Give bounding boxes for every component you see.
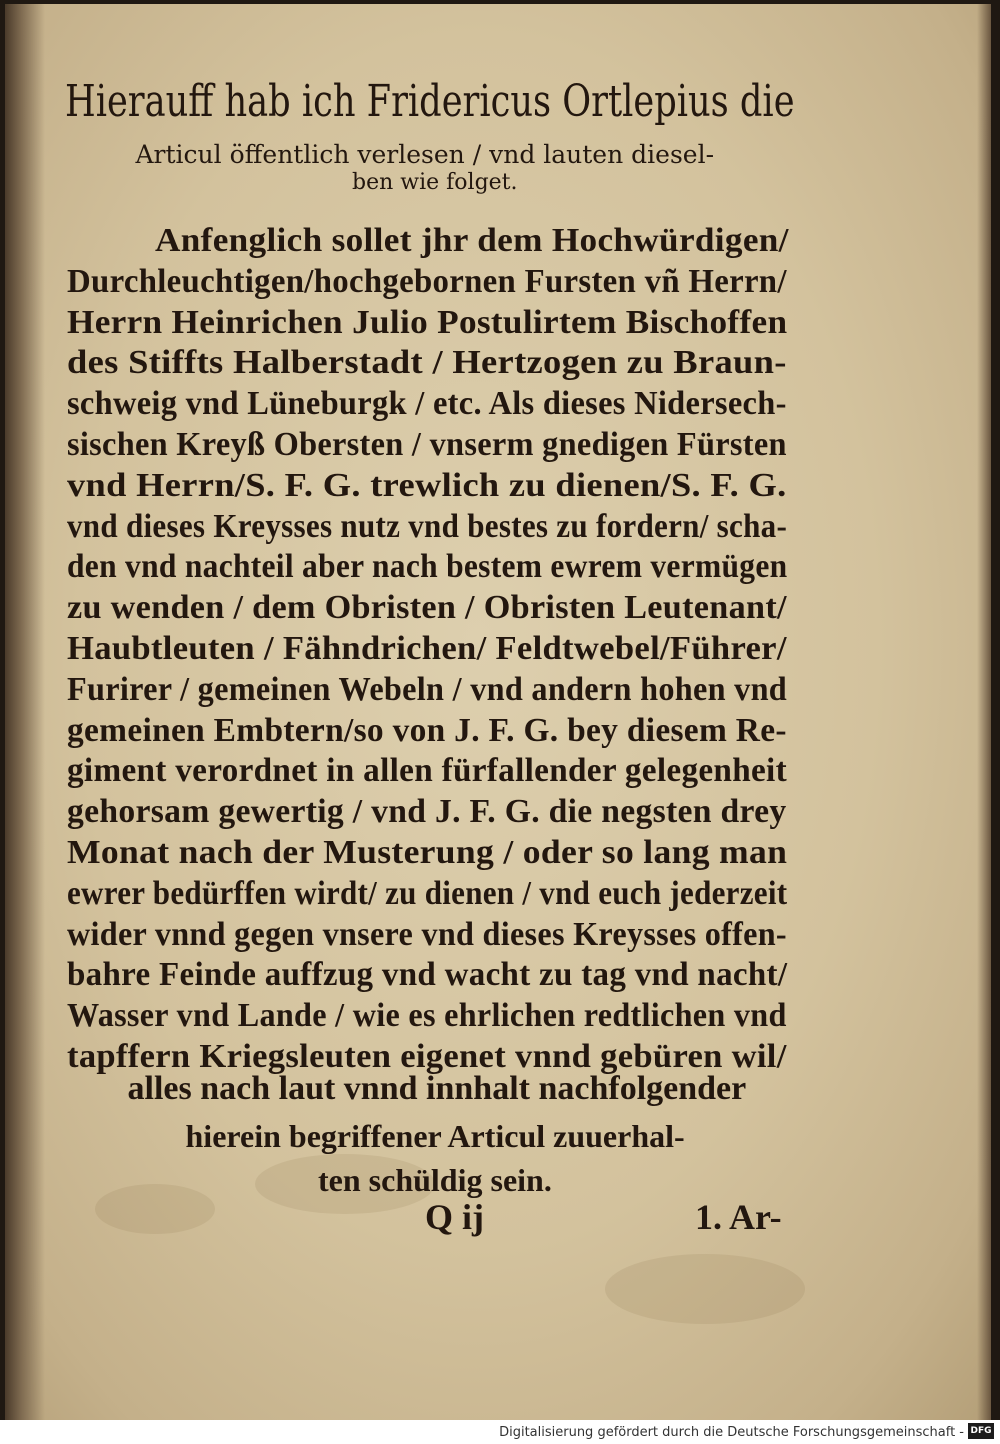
- body-line: tapffern Kriegsleuten eigenet vnnd gebüren wil/: [67, 1038, 787, 1075]
- body-line: ewrer bedürffen wirdt/ zu dienen / vnd euch jederzeit: [67, 874, 788, 912]
- body-line: des Stiffts Halberstadt / Hertzogen zu Braun-: [67, 344, 787, 382]
- dfg-logo: DFG: [968, 1423, 994, 1439]
- heading-line-1: Hierauff hab ich Fridericus Ortlepius die: [65, 76, 795, 127]
- body-line: Furirer / gemeinen Webeln / vnd andern hohen vnd: [67, 670, 788, 708]
- body-line: Wasser vnd Lande / wie es ehrlichen redtlichen vnd: [67, 997, 787, 1035]
- footer-credit: Digitalisierung gefördert durch die Deutsche Forschungsgemeinschaft -: [499, 1425, 964, 1440]
- paper-stain: [95, 1184, 215, 1234]
- paper-stain: [605, 1254, 805, 1324]
- body-line: vnd dieses Kreysses nutz vnd bestes zu fordern/ scha-: [67, 507, 788, 545]
- body-line: zu wenden / dem Obristen / Obristen Leutenant/: [67, 589, 787, 627]
- signature-mark: Q ij: [425, 1197, 484, 1237]
- body-line: bahre Feinde auffzug vnd wacht zu tag vnd nacht/: [67, 956, 788, 994]
- body-line: schweig vnd Lüneburgk / etc. Als dieses Nidersech-: [67, 385, 787, 423]
- footer-bar: [0, 1420, 1000, 1444]
- body-line: Durchleuchtigen/hochgebornen Fursten vñ Herrn/: [67, 262, 787, 300]
- body-line: Herrn Heinrichen Julio Postulirtem Bischoffen: [67, 303, 788, 341]
- catchword: 1. Ar-: [695, 1197, 782, 1237]
- heading-line-2: Articul öffentlich verlesen / vnd lauten diesel-: [135, 140, 715, 169]
- closing-line-1: alles nach laut vnnd innhalt nachfolgender: [127, 1070, 747, 1107]
- body-line: vnd Herrn/S. F. G. trewlich zu dienen/S. F. G.: [67, 466, 787, 504]
- body-line: gehorsam gewertig / vnd J. F. G. die negsten drey: [67, 793, 787, 831]
- book-page: [5, 4, 991, 1420]
- body-line: giment verordnet in allen fürfallender gelegenheit: [67, 752, 787, 790]
- body-line: den vnd nachteil aber nach bestem ewrem vermügen: [67, 548, 788, 586]
- body-line: wider vnnd gegen vnsere vnd dieses Kreysses offen-: [67, 915, 787, 953]
- heading-line-3: ben wie folget.: [352, 170, 518, 195]
- page-spine-shadow: [5, 4, 45, 1420]
- body-line: Monat nach der Musterung / oder so lang man: [67, 834, 788, 871]
- body-line: Anfenglich sollet jhr dem Hochwürdigen/: [155, 222, 789, 259]
- closing-line-3: ten schüldig sein.: [318, 1162, 552, 1198]
- body-line: gemeinen Embtern/so von J. F. G. bey diesem Re-: [67, 711, 787, 749]
- body-line: sischen Kreyß Obersten / vnserm gnedigen Fürsten: [67, 426, 787, 463]
- page-edge-shadow: [977, 4, 991, 1420]
- closing-line-2: hierein begriffener Articul zuuerhal-: [185, 1118, 685, 1154]
- body-line: Haubtleuten / Fähndrichen/ Feldtwebel/Führer/: [67, 630, 787, 667]
